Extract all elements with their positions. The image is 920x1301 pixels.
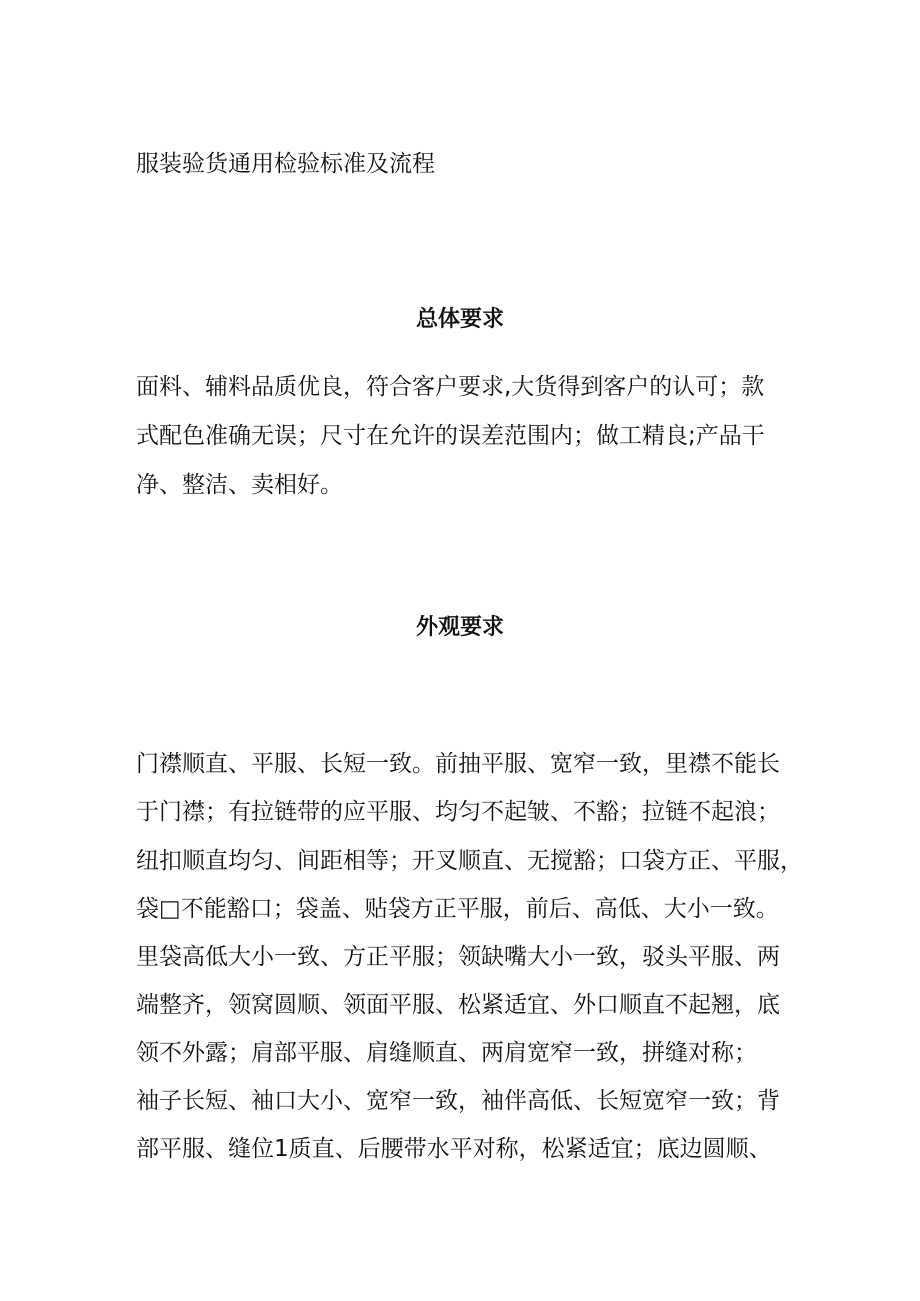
general-paragraph-line: 净、整洁、卖相好。	[136, 472, 343, 498]
appearance-paragraph-line: 纽扣顺直均匀、间距相等；开叉顺直、无搅豁；口袋方正、平服，	[136, 848, 803, 874]
appearance-paragraph-line: 部平服、缝位1质直、后腰带水平对称，松紧适宜；底边圆顺、	[136, 1136, 772, 1162]
appearance-paragraph-line: 门襟顺直、平服、长短一致。前抽平服、宽窄一致，里襟不能长	[136, 751, 780, 777]
section-heading-appearance: 外观要求	[415, 615, 504, 640]
appearance-paragraph-line: 于门襟；有拉链带的应平服、均匀不起皱、不豁；拉链不起浪；	[136, 799, 780, 825]
appearance-paragraph-line: 里袋高低大小一致、方正平服；领缺嘴大小一致，驳头平服、两	[136, 944, 780, 970]
appearance-paragraph-line: 袋□不能豁口；袋盖、贴袋方正平服，前后、高低、大小一致。	[136, 896, 779, 922]
general-paragraph-line: 面料、辅料品质优良，符合客户要求,大货得到客户的认可；款	[136, 374, 765, 400]
appearance-paragraph-line: 袖子长短、袖口大小、宽窄一致，袖伴高低、长短宽窄一致；背	[136, 1088, 780, 1114]
appearance-paragraph-line: 端整齐，领窝圆顺、领面平服、松紧适宜、外口顺直不起翘，底	[136, 992, 780, 1018]
general-paragraph-line: 式配色准确无误；尺寸在允许的误差范围内；做工精良;产品干	[136, 423, 765, 449]
appearance-paragraph-line: 领不外露；肩部平服、肩缝顺直、两肩宽窄一致，拼缝对称；	[136, 1040, 757, 1066]
section-heading-general: 总体要求	[415, 307, 504, 332]
document-title: 服装验货通用检验标准及流程	[136, 151, 435, 177]
